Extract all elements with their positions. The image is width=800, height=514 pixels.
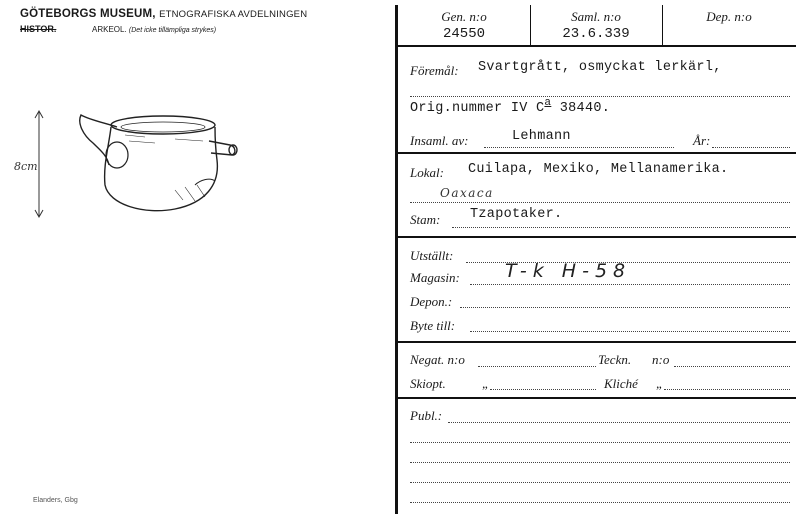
insaml-value: Lehmann — [512, 129, 571, 144]
orig-prefix: Orig.nummer IV C — [410, 101, 545, 116]
row-divider — [398, 152, 796, 154]
ditto-mark: „ — [482, 376, 490, 391]
museum-name: GÖTEBORGS MUSEUM, — [20, 8, 156, 20]
row-divider — [398, 341, 796, 343]
byte-label: Byte till: — [410, 318, 456, 333]
dotted-line — [484, 147, 674, 148]
row-divider — [398, 45, 796, 47]
stam-value: Tzapotaker. — [470, 207, 563, 222]
dotted-line — [470, 331, 790, 332]
saml-value: 23.6.339 — [562, 26, 630, 42]
lokal-label: Lokal: — [410, 165, 444, 180]
archaeology-label: ARKEOL. — [92, 25, 127, 34]
insaml-label: Insaml. av: — [410, 133, 469, 148]
dotted-line — [410, 462, 790, 463]
dotted-line — [410, 442, 790, 443]
lokal-handwritten: Oaxaca — [440, 186, 494, 200]
dotted-line — [712, 147, 790, 148]
foremal-value: Svartgrått, osmyckat lerkärl, — [478, 60, 722, 75]
orig-number-line — [410, 97, 611, 116]
teckn-number-label: n:o — [652, 352, 670, 367]
dotted-line — [664, 389, 790, 390]
orig-number: 38440. — [559, 101, 611, 116]
dotted-line — [470, 284, 790, 285]
magasin-label: Magasin: — [410, 270, 460, 285]
dotted-line — [490, 389, 596, 390]
department-name: ETNOGRAFISKA AVDELNINGEN — [159, 9, 308, 20]
orig-superscript: a — [544, 97, 552, 109]
dotted-line — [674, 366, 790, 367]
dotted-line — [452, 227, 790, 228]
printer-imprint: Elanders, Gbg — [33, 497, 78, 504]
dotted-line — [410, 482, 790, 483]
dotted-line — [460, 307, 790, 308]
dotted-line — [448, 422, 790, 423]
lokal-value: Cuilapa, Mexiko, Mellanamerika. — [468, 162, 729, 177]
teckn-label: Teckn. — [598, 352, 632, 367]
gen-label: Gen. n:o — [441, 9, 487, 24]
saml-label: Saml. n:o — [571, 9, 621, 24]
ar-label: År: — [693, 133, 711, 148]
dep-label: Dep. n:o — [706, 9, 752, 24]
foremal-label: Föremål: — [410, 63, 459, 78]
kliche-label: Kliché — [604, 376, 638, 391]
publ-label: Publ.: — [410, 408, 443, 423]
depon-label: Depon.: — [410, 294, 453, 309]
archaeology-line — [92, 25, 216, 34]
measure-label: 8cm — [14, 160, 38, 173]
struck-department: HISTOR. — [20, 24, 57, 34]
strike-note: (Det icke tillämpliga strykes) — [128, 27, 217, 34]
row-divider — [398, 397, 796, 399]
magasin-value: T-k H-58 — [505, 260, 632, 282]
pot-sketch-icon — [25, 105, 250, 220]
dotted-line — [478, 366, 596, 367]
gen-value: 24550 — [442, 26, 485, 42]
utstallt-label: Utställt: — [410, 248, 454, 263]
dotted-line — [410, 502, 790, 503]
dotted-line — [410, 96, 790, 97]
stam-label: Stam: — [410, 212, 441, 227]
skiopt-label: Skiopt. — [410, 376, 446, 391]
museum-heading — [20, 8, 307, 20]
negat-label: Negat. n:o — [410, 352, 465, 367]
row-divider — [398, 236, 796, 238]
ditto-mark: „ — [656, 376, 664, 391]
dotted-line — [410, 202, 790, 203]
